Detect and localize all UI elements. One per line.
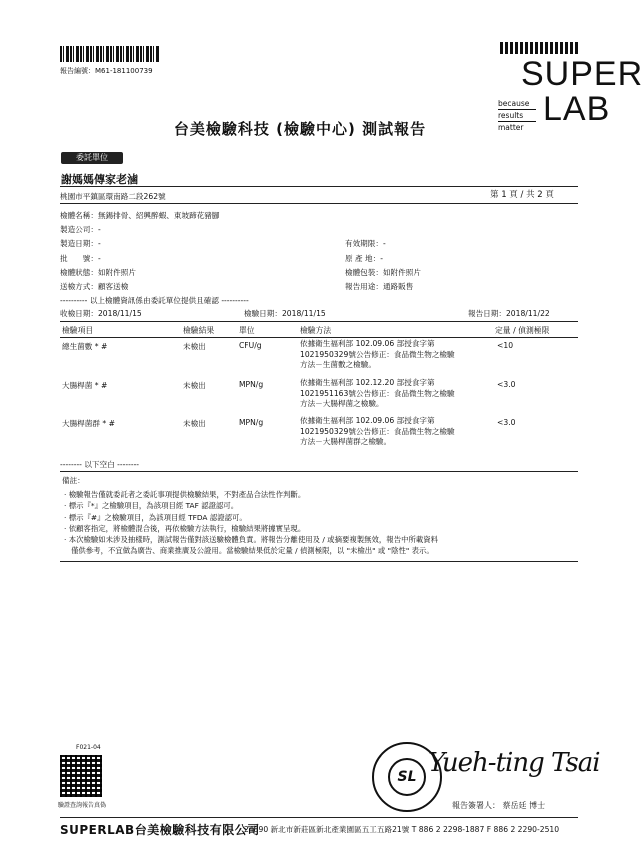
remark-item: · 檢驗報告僅就委託者之委託事項提供檢驗結果，不對產品合法性作判斷。 — [64, 490, 306, 499]
remark-text: 檢驗報告僅就委託者之委託事項提供檢驗結果，不對產品合法性作判斷。 — [68, 490, 306, 499]
method-line: 1021950329號公告修正：食品微生物之檢驗 — [300, 349, 455, 359]
divider — [60, 186, 578, 187]
delivery-method: 送檢方式：顧客送檢 — [60, 282, 129, 291]
tagline-line: matter — [498, 123, 524, 132]
barcode — [60, 46, 160, 62]
table-top-rule — [60, 321, 578, 322]
tagline-line: results — [498, 110, 536, 122]
seal-monogram: SL — [388, 758, 426, 796]
qr-code-icon[interactable] — [60, 755, 102, 797]
remarks-rule — [60, 561, 578, 562]
table-cell-unit: MPN/g — [239, 418, 264, 427]
report-number: 報告編號：M61-181100739 — [60, 67, 153, 75]
table-cell-limit: <3.0 — [497, 380, 516, 389]
signature: Yueh-ting Tsai — [428, 748, 600, 778]
expiry-date: 有效期限：- — [345, 239, 386, 248]
mfg-date: 製造日期：- — [60, 239, 101, 248]
qr-caption: 驗證查詢報告真偽 — [58, 802, 107, 809]
manufacturer: 製造公司：- — [60, 225, 101, 234]
table-bottom-rule — [60, 471, 578, 472]
table-cell-item: 大腸桿菌 * # — [62, 381, 108, 390]
table-cell-limit: <10 — [497, 341, 514, 350]
table-cell-result: 未檢出 — [183, 381, 206, 390]
table-cell-result: 未檢出 — [183, 342, 206, 351]
footer-company: SUPERLAB台美檢驗科技有限公司 — [60, 823, 260, 837]
table-cell-item: 大腸桿菌群 * # — [62, 419, 115, 428]
footer-address: 24890 新北市新莊區新北產業園區五工五路21號 T 886 2 2298-1887 F 886 2 2290-2510 — [244, 825, 560, 834]
tagline-line: because — [498, 98, 536, 110]
remark-item: · 標示『#』之檢驗項目，為該項目經 TFDA 認證認可。 — [64, 512, 247, 522]
sample-name: 檢體名稱：無錫排骨、紹興醉蝦、東坡蹄花豬腳 — [60, 211, 220, 220]
col-header-item: 檢驗項目 — [62, 326, 94, 335]
client-badge: 委託單位 — [61, 152, 123, 164]
remark-text: 標示『*』之檢驗項目，為該項目經 TAF 認證認可。 — [68, 501, 239, 511]
table-cell-method — [300, 378, 455, 410]
table-cell-unit: CFU/g — [239, 341, 262, 350]
col-header-result: 檢驗結果 — [183, 326, 215, 335]
method-line: 1021951163號公告修正：食品微生物之檢驗 — [300, 388, 455, 398]
form-code: F021-04 — [76, 744, 101, 751]
col-header-limit: 定量 / 偵測極限 — [495, 326, 550, 335]
remark-text: 本次檢驗如未涉及抽樣時，測試報告僅對該送驗檢體負責。將報告分離使用及 / 或摘要複製無效，報告中所載資料 — [68, 535, 439, 545]
blank-marker: -------- 以下空白 -------- — [60, 460, 140, 469]
remark-text: 標示『#』之檢驗項目，為該項目經 TFDA 認證認可。 — [68, 512, 247, 522]
report-title: 台美檢驗科技 (檢驗中心) 測試報告 — [173, 120, 427, 138]
remark-text: 依顧客指定，將檢體混合後，再依檢驗方法執行，檢驗結果將據實呈現。 — [68, 523, 306, 533]
report-date: 報告日期：2018/11/22 — [468, 309, 550, 318]
page-indicator: 第 1 頁 / 共 2 頁 — [490, 190, 554, 200]
table-cell-unit: MPN/g — [239, 380, 264, 389]
packaging: 檢體包裝：如附件照片 — [345, 268, 421, 277]
remark-text: 僅供參考，不宜做為廣告、商業推廣及公證用。當檢驗結果低於定量 / 偵測極限，以 "未檢出" 或 "陰性" 表示。 — [71, 546, 434, 556]
divider — [60, 203, 578, 204]
report-purpose: 報告用途：通路販售 — [345, 282, 414, 291]
logo-lab: LAB — [543, 90, 611, 128]
method-line: 方法－生菌數之檢驗。 — [300, 360, 376, 369]
method-line: 依據衛生福利部 102.12.20 部授食字第 — [300, 378, 435, 387]
table-cell-method — [300, 339, 455, 371]
col-header-unit: 單位 — [239, 326, 255, 335]
method-line: 方法－大腸桿菌之檢驗。 — [300, 399, 384, 408]
client-name: 謝媽媽傳家老滷 — [61, 173, 138, 186]
remark-item: · 本次檢驗如未涉及抽樣時，測試報告僅對該送驗檢體負責。將報告分離使用及 / 或摘要複製無效，報告中所載資料 — [64, 535, 439, 545]
client-address: 桃園市平鎮區環南路二段262號 — [60, 192, 166, 201]
remarks-list — [64, 489, 438, 557]
footer-rule — [60, 817, 578, 818]
table-cell-result: 未檢出 — [183, 419, 206, 428]
received-date: 收檢日期：2018/11/15 — [60, 309, 142, 318]
origin: 原 產 地：- — [345, 254, 383, 263]
col-header-method: 檢驗方法 — [300, 326, 332, 335]
remarks-title: 備註： — [62, 476, 85, 485]
table-header-rule — [60, 337, 578, 338]
method-line: 1021950329號公告修正：食品微生物之檢驗 — [300, 426, 455, 436]
table-cell-limit: <3.0 — [497, 418, 516, 427]
signer-label: 報告簽署人： 蔡岳廷 博士 — [452, 801, 546, 810]
test-date: 檢驗日期：2018/11/15 — [244, 309, 326, 318]
remark-item: · 依顧客指定，將檢體混合後，再依檢驗方法執行，檢驗結果將據實呈現。 — [64, 523, 306, 533]
sample-state: 檢體狀態：如附件照片 — [60, 268, 136, 277]
remark-item — [64, 545, 438, 556]
remark-item: · 標示『*』之檢驗項目，為該項目經 TAF 認證認可。 — [64, 501, 239, 511]
method-line: 依據衛生福利部 102.09.06 部授食字第 — [300, 339, 435, 348]
method-line: 方法－大腸桿菌群之檢驗。 — [300, 437, 392, 446]
table-cell-method — [300, 416, 455, 448]
method-line: 依據衛生福利部 102.09.06 部授食字第 — [300, 416, 435, 425]
info-disclaimer: ---------- 以上檢體資訊係由委託單位提供且確認 ---------- — [60, 296, 249, 305]
logo-super: SUPER — [521, 55, 643, 93]
logo-bars — [500, 42, 578, 54]
table-cell-item: 總生菌數 * # — [62, 342, 108, 351]
batch-number: 批 號：- — [60, 254, 101, 263]
